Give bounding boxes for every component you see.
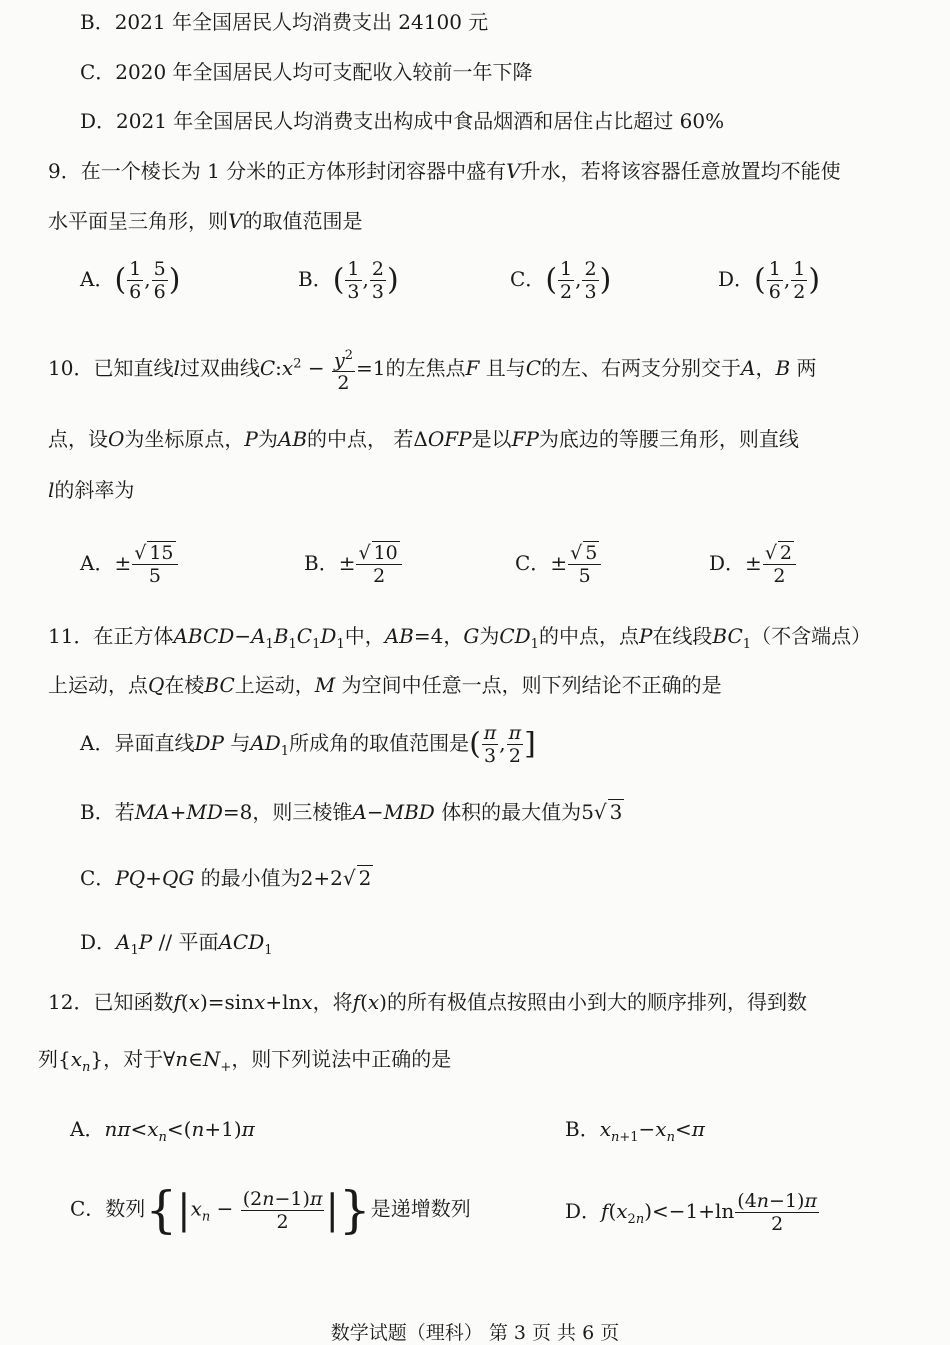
- q8-option-d: D．2021 年全国居民人均消费支出构成中食品烟酒和居住占比超过 60%: [80, 109, 725, 133]
- q10-stem-line2: 点，设O为坐标原点，P为AB的中点， 若ΔOFP是以FP为底边的等腰三角形，则直线: [48, 427, 799, 451]
- q9-option-a: A．( $\frac{1}{6}$ , $\frac{5}{6}$ ): [80, 258, 181, 303]
- q11-option-b: B．若MA+MD=8，则三棱锥A−MBD 体积的最大值为5√ 3: [80, 800, 623, 824]
- q10-stem-line1: 10．已知直线l过双曲线$C:x^2$ − $\frac{y^2}{2}$ =1的左焦点F 且与C的左、右两支分别交于A，B 两: [48, 345, 817, 397]
- q9-option-c: C．( $\frac{1}{2}$ , $\frac{2}{3}$ ): [510, 258, 612, 303]
- q12-stem-line1: 12．已知函数f(x)=sinx+lnx，将f(x)的所有极值点按照由小到大的顺序排列，得到数: [48, 990, 807, 1014]
- q9-stem-line1: 9．在一个棱长为 1 分米的正方体形封闭容器中盛有V升水，若将该容器任意放置均不能使: [48, 159, 841, 183]
- q11-option-a: A．异面直线DP 与$AD_1$所成角的取值范围是( $\frac{\pi}{3}$ , $\frac{\pi}{2}$ ]: [80, 722, 536, 767]
- q10-option-d: D．± $\frac{√ 2}{2}$: [709, 542, 797, 594]
- q12-option-a: A．$n\pi<x_n<(n+1)\pi$: [70, 1117, 255, 1145]
- q12-option-c: C．数列{$|x_n$ − $\frac{(2n-1)\pi}{2}$ |}是递增数列: [70, 1181, 471, 1239]
- q10-option-c: C．± $\frac{√ 5}{5}$: [515, 542, 602, 594]
- q11-option-c: C．PQ+QG 的最小值为2+2√ 2: [80, 866, 372, 890]
- q12-option-d: D．$f(x_{2n})<-1+\ln$ $\frac{(4n-1)\pi}{2}$: [565, 1190, 817, 1235]
- q9-stem-line2: 水平面呈三角形，则V的取值范围是: [48, 209, 363, 233]
- q9-option-d: D．( $\frac{1}{6}$ , $\frac{1}{2}$ ): [718, 258, 821, 303]
- q8-option-b: B．2021 年全国居民人均消费支出 24100 元: [80, 10, 489, 34]
- q10-option-a: A．± $\frac{√ 15}{5}$: [80, 542, 179, 594]
- q11-stem-line1: 11．在正方体$ABCD-A_1B_1C_1D_1$中，AB=4，G为$CD_1$的中点，点P在线段$BC_1$（不含端点）: [48, 624, 872, 652]
- q10-stem-line3: l的斜率为: [48, 478, 135, 502]
- page-footer: 数学试题（理科） 第 3 页 共 6 页: [330, 1322, 620, 1344]
- q11-option-d: D．$A_1P$ // 平面$ACD_1$: [80, 930, 273, 958]
- q10-option-b: B．± $\frac{√ 10}{2}$: [304, 542, 403, 594]
- q12-stem-line2: 列$\{x_n\}$，对于$\forall n\in N_+$，则下列说法中正确的是: [38, 1047, 452, 1075]
- q8-option-c: C．2020 年全国居民人均可支配收入较前一年下降: [80, 60, 533, 84]
- q9-option-b: B．( $\frac{1}{3}$ , $\frac{2}{3}$ ): [298, 258, 399, 303]
- q12-option-b: B．$x_{n+1}-x_n<\pi$: [565, 1117, 705, 1145]
- q11-stem-line2: 上运动，点Q在棱BC上运动，M 为空间中任意一点，则下列结论不正确的是: [48, 673, 722, 697]
